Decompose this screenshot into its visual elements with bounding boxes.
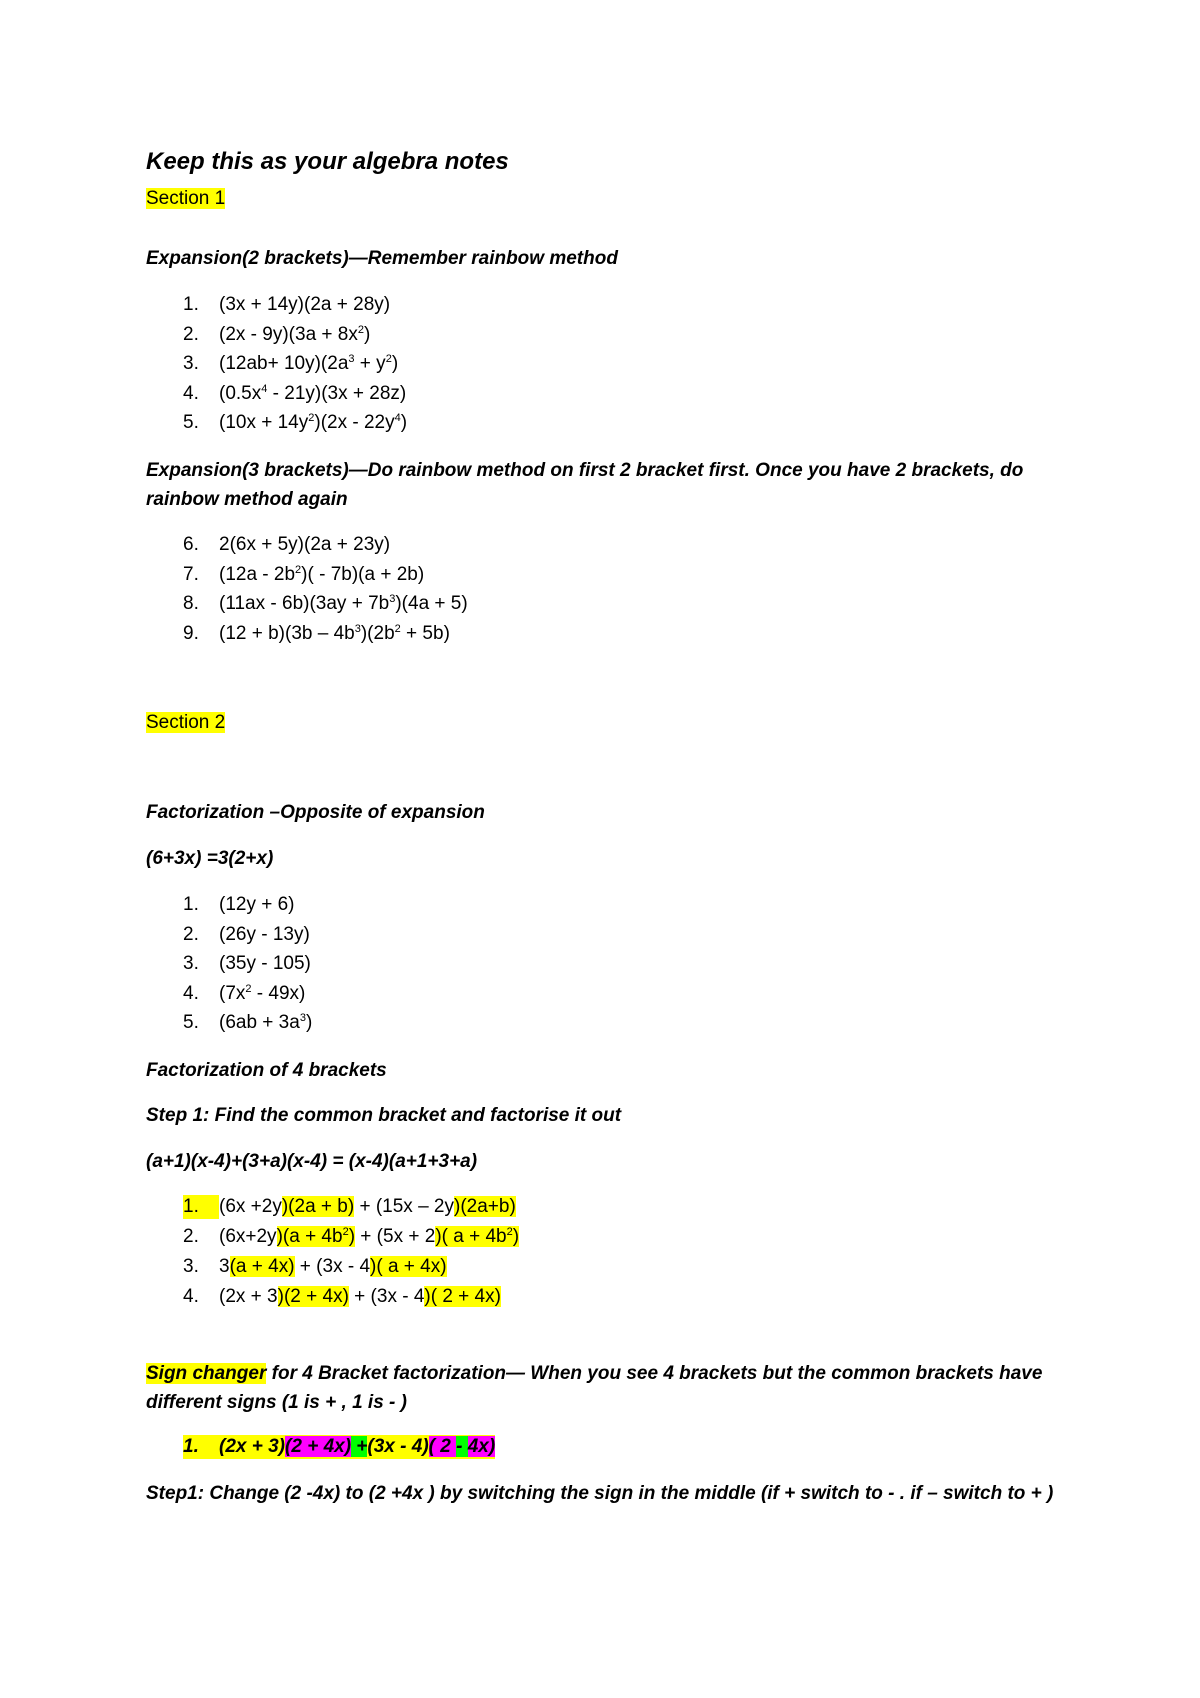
factorization-item-3 (183, 952, 311, 976)
expansion-3-item-expression: 2(6x + 5y)(2a + 23y) (219, 534, 391, 555)
factorization-example: (6+3x) =3(2+x) (146, 848, 274, 869)
fact4-item-1: 1. (6x +2y)(2a + b) + (15x – 2y)(2a+b) (183, 1196, 516, 1217)
factorization-item-number: 4. (183, 982, 199, 1004)
expansion-3-item-expression: $(12 + b)(3b - 4b^3)(2b^2 + 5b)$ (219, 622, 450, 644)
sign-changer-step-1: Step1: Change (2 -4x) to (2 +4x ) by switching the sign in the middle (if + switch to - . if – switch to + ) (146, 1483, 1054, 1504)
expansion-3-item-number: 7. (183, 563, 199, 585)
sign-changer-example: 1. (2x + 3)(2 + 4x) +(3x - 4)( 2 - 4x) (183, 1436, 496, 1457)
expansion-2-item-1 (183, 293, 390, 317)
factorization-item-number: 1. (183, 894, 199, 915)
expansion-3-item-1 (183, 533, 390, 557)
expansion-3-item-2 (183, 563, 424, 587)
section-2-label: Section 2 (146, 712, 226, 733)
expansion-3-item-expression: $(11ax - 6b)(3ay + 7b^3)(4a + 5)$ (219, 593, 468, 614)
factorization-item-expression: $(7x^2 - 49x)$ (219, 982, 306, 1004)
factorization-4-heading: Factorization of 4 brackets (146, 1060, 387, 1081)
factorization-item-number: 5. (183, 1012, 199, 1033)
expansion-2-item-3 (183, 352, 398, 376)
expansion-2-item-number: 3. (183, 353, 199, 374)
factorization-item-expression: (26y - 13y) (219, 923, 310, 945)
expansion-3-item-3 (183, 592, 468, 616)
expansion-2-item-expression: (3x + 14y)(2a + 28y) (219, 294, 391, 315)
expansion-2-heading: Expansion(2 brackets)—Remember rainbow method (146, 248, 618, 269)
expansion-2-item-2 (183, 323, 370, 347)
expansion-3-item-expression: $(12a - 2b^2)( - 7b)(a + 2b)$ (219, 563, 425, 585)
expansion-2-item-number: 5. (183, 412, 199, 433)
expansion-3-item-4 (183, 622, 450, 646)
expansion-3-item-number: 8. (183, 593, 199, 614)
expansion-3-item-number: 6. (183, 534, 199, 555)
expansion-2-item-expression: $(0.5x^4 - 21y)(3x + 28z)$ (219, 382, 407, 404)
fact4-item-2: 2. $(6x+2y)(a + 4b^2) + (5x + 2)$( $a + 4b^2$) (183, 1226, 520, 1247)
expansion-2-item-expression: $(10x + 14y^2)(2x - 22y^4)$ (219, 412, 408, 433)
step-1-text: Step 1: Find the common bracket and factorise it out (146, 1105, 622, 1126)
expansion-2-item-number: 4. (183, 382, 199, 404)
page-title: Keep this as your algebra notes (146, 148, 509, 175)
factorization-item-expression: (12y + 6) (219, 894, 295, 915)
factorization-item-number: 3. (183, 953, 199, 974)
factorization-item-4 (183, 982, 305, 1006)
expansion-2-item-expression: $(12ab+ 10y)(2a^3 + y^2)$ (219, 353, 399, 374)
expansion-2-item-4 (183, 382, 406, 406)
fact4-item-3: 3. 3(a + 4x) + (3x - 4)( a + 4x) (183, 1256, 447, 1277)
fact4-item-4: 4. (2x + 3)(2 + 4x) + (3x - 4)( 2 + 4x) (183, 1286, 501, 1307)
expansion-2-item-expression: $(2x - 9y)(3a + 8x^2)$ (219, 323, 371, 345)
factorization-item-2 (183, 923, 310, 947)
sign-changer-heading: Sign changer for 4 Bracket factorization— When you see 4 brackets but the common brackets have different signs (1 is + , 1 is - ) (146, 1363, 1043, 1413)
expansion-3-heading: Expansion(3 brackets)—Do rainbow method on first 2 bracket first. Once you have 2 brackets, do rainbow method again (146, 460, 1024, 510)
expansion-2-item-number: 1. (183, 294, 199, 315)
factorization-item-1 (183, 893, 295, 917)
expansion-3-item-number: 9. (183, 622, 199, 644)
section-1-label: Section 1 (146, 188, 226, 209)
expansion-2-item-number: 2. (183, 323, 199, 345)
factorization-item-number: 2. (183, 923, 199, 945)
expansion-2-item-5 (183, 411, 407, 435)
factorization-item-expression: (35y - 105) (219, 953, 311, 974)
factorization-item-expression: $(6ab + 3a^3)$ (219, 1012, 313, 1033)
factorization-4-example: (a+1)(x-4)+(3+a)(x-4) = (x-4)(a+1+3+a) (146, 1151, 478, 1172)
factorization-item-5 (183, 1011, 312, 1035)
factorization-heading: Factorization –Opposite of expansion (146, 802, 485, 823)
